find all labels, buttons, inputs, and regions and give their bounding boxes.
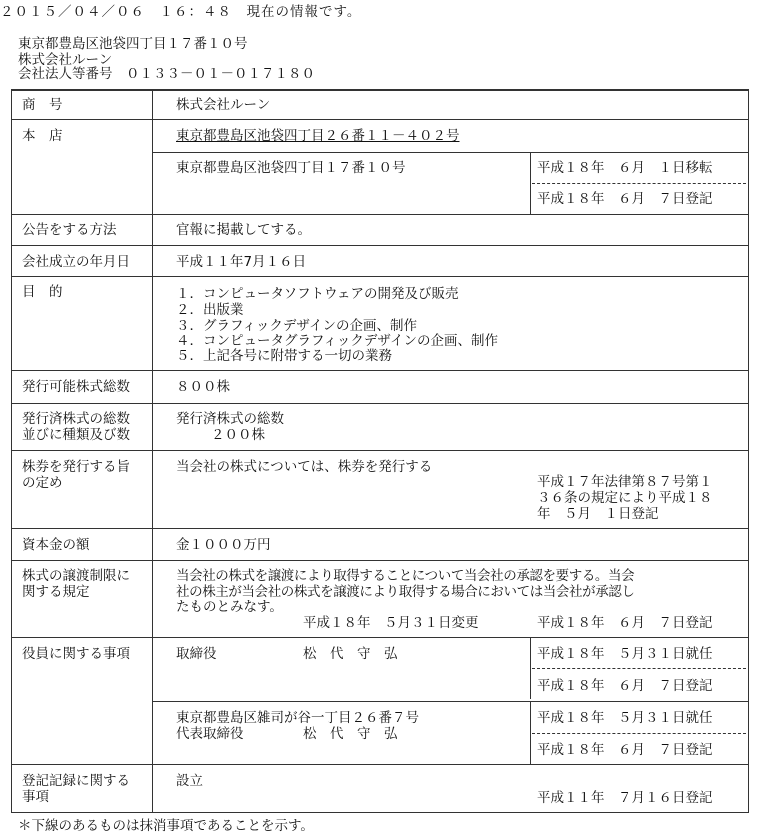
value-kiroku: 設立: [176, 773, 203, 789]
date-dash-separator: [532, 183, 746, 184]
kabuken-note-1: 平成１７年法律第８７号第１: [537, 474, 713, 490]
row-separator: [12, 560, 749, 561]
jouto-change-date: 平成１８年 ５月３１日変更: [303, 615, 479, 631]
row-separator: [12, 637, 749, 638]
director-name: 松 代 守 弘: [303, 646, 398, 662]
rep-reg-date: 平成１８年 ６月 ７日登記: [537, 742, 713, 758]
value-jouto-2: 社の株主が当会社の株式を譲渡により取得する場合においては当会社が承認し: [176, 584, 635, 600]
rep-title: 代表取締役: [176, 726, 244, 742]
value-honten-old: 東京都豊島区池袋四丁目２６番１１－４０２号: [176, 128, 460, 144]
mokuteki-item: １．コンピュータソフトウェアの開発及び販売: [176, 286, 459, 302]
label-hakkozumi-2: 並びに種類及び数: [22, 427, 130, 443]
date-dash-separator: [532, 668, 746, 669]
column-divider: [152, 90, 153, 812]
label-honten: 本 店: [22, 128, 63, 144]
label-jouto-1: 株式の譲渡制限に: [22, 568, 130, 584]
value-kanou: ８００株: [176, 379, 230, 395]
mokuteki-item: ３．グラフィックデザインの企画、制作: [176, 318, 417, 334]
label-shogo: 商 号: [22, 97, 63, 113]
header-corp-number: 会社法人等番号 ０１３３－０１－０１７１８０: [18, 66, 315, 82]
row-separator: [12, 245, 749, 246]
value-shogo: 株式会社ルーン: [176, 97, 271, 113]
label-hakkozumi-1: 発行済株式の総数: [22, 411, 130, 427]
value-jouto-1: 当会社の株式を譲渡により取得することについて当会社の承認を要する。当会: [176, 568, 635, 584]
label-yakuin: 役員に関する事項: [22, 646, 130, 662]
header-company: 株式会社ルーン: [18, 52, 113, 68]
row-separator: [12, 764, 749, 765]
label-seiritsu: 会社成立の年月日: [22, 254, 130, 270]
row-separator: [12, 370, 749, 371]
row-separator: [12, 528, 749, 529]
label-kiroku-2: 事項: [22, 789, 49, 805]
label-mokuteki: 目 的: [22, 284, 63, 300]
row-separator: [12, 276, 749, 277]
row-separator: [12, 214, 749, 215]
value-shihon: 金１０００万円: [176, 537, 271, 553]
value-hakkozumi-1: 発行済株式の総数: [176, 411, 284, 427]
mokuteki-item: ２．出版業: [176, 302, 244, 318]
label-shihon: 資本金の額: [22, 537, 90, 553]
header-address: 東京都豊島区池袋四丁目１７番１０号: [18, 36, 248, 52]
mokuteki-item: ４．コンピュータグラフィックデザインの企画、制作: [176, 333, 498, 349]
row-separator: [12, 119, 749, 120]
rep-address: 東京都豊島区雑司が谷一丁目２６番７号: [176, 710, 419, 726]
label-kiroku-1: 登記記録に関する: [22, 773, 130, 789]
sub-row-separator: [152, 701, 749, 702]
date-dash-separator: [532, 733, 746, 734]
date-column-divider: [530, 152, 531, 214]
sub-row-separator: [152, 152, 749, 153]
date-column-divider: [530, 637, 531, 699]
director-title: 取締役: [176, 646, 217, 662]
value-seiritsu: 平成１１年7月１６日: [176, 254, 307, 270]
label-kabuken-2: の定め: [22, 475, 63, 491]
mokuteki-item: ５．上記各号に附帯する一切の業務: [176, 348, 392, 364]
row-separator: [12, 403, 749, 404]
date-column-divider: [530, 702, 531, 764]
value-honten-new: 東京都豊島区池袋四丁目１７番１０号: [176, 160, 406, 176]
label-koukoku: 公告をする方法: [22, 222, 117, 238]
row-separator: [12, 450, 749, 451]
kiroku-date: 平成１１年 ７月１６日登記: [537, 790, 713, 806]
director-appoint-date: 平成１８年 ５月３１日就任: [537, 646, 713, 662]
value-kabuken: 当会社の株式については、株券を発行する: [176, 459, 433, 475]
value-koukoku: 官報に掲載してする。: [176, 222, 311, 238]
rep-appoint-date: 平成１８年 ５月３１日就任: [537, 710, 713, 726]
director-reg-date: 平成１８年 ６月 ７日登記: [537, 678, 713, 694]
value-hakkozumi-2: ２００株: [211, 427, 265, 443]
honten-reg-date: 平成１８年 ６月 ７日登記: [537, 191, 713, 207]
kabuken-note-3: 年 ５月 １日登記: [537, 506, 659, 522]
label-kanou: 発行可能株式総数: [22, 379, 130, 395]
honten-move-date: 平成１８年 ６月 １日移転: [537, 160, 713, 176]
value-jouto-3: たものとみなす。: [176, 599, 283, 615]
label-jouto-2: 関する規定: [22, 584, 90, 600]
footnote: ＊下線のあるものは抹消事項であることを示す。: [18, 818, 314, 834]
kabuken-note-2: ３６条の規定により平成１８: [537, 490, 713, 506]
label-kabuken-1: 株券を発行する旨: [22, 459, 130, 475]
timestamp: ２０１５／０４／０６ １６：４８ 現在の情報です。: [0, 4, 362, 20]
jouto-reg-date: 平成１８年 ６月 ７日登記: [537, 615, 713, 631]
rep-name: 松 代 守 弘: [303, 726, 398, 742]
